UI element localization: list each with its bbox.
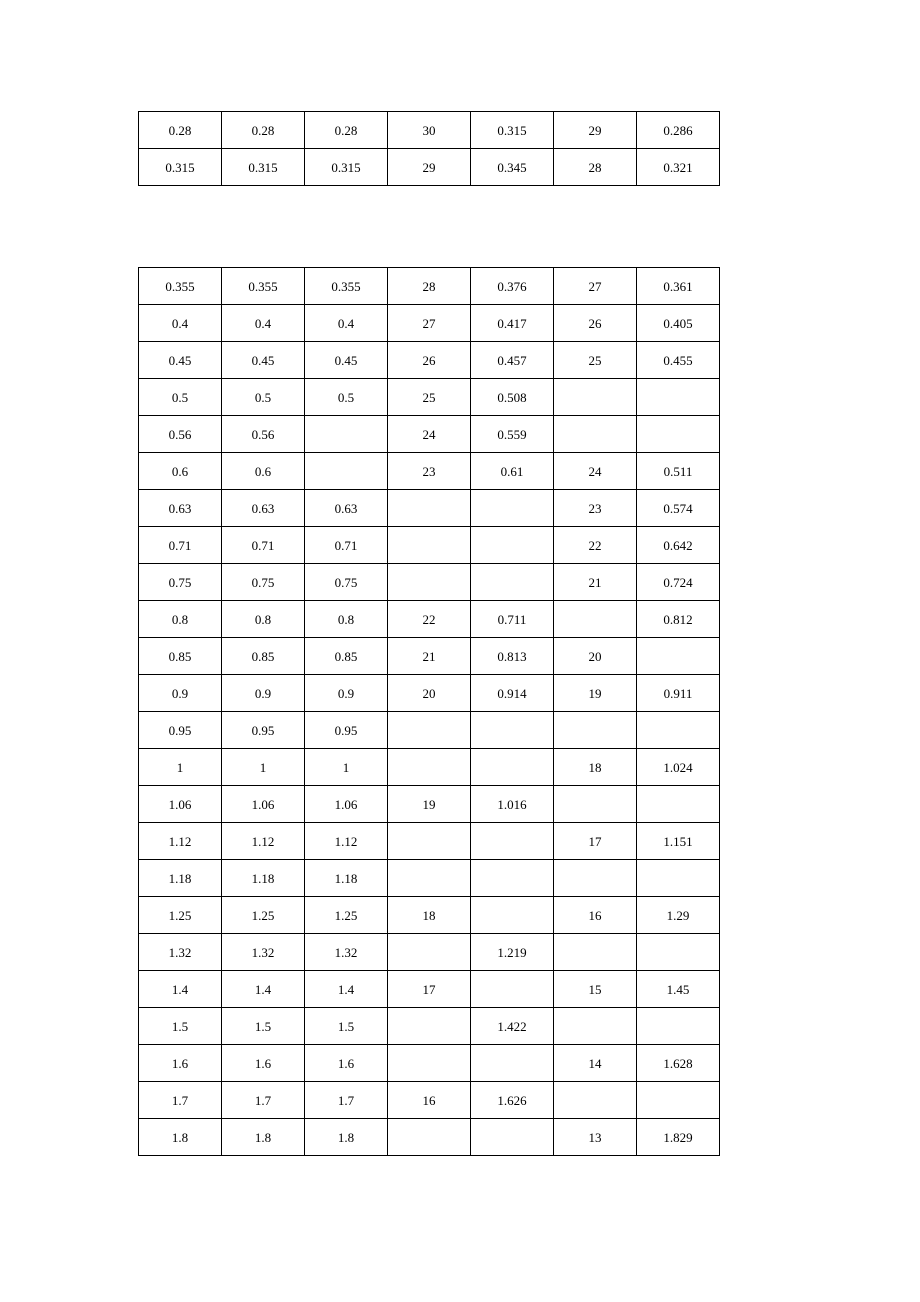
table-cell: 17 xyxy=(388,971,471,1008)
table-row xyxy=(139,268,720,305)
table-cell xyxy=(637,1008,720,1045)
table-cell: 0.6 xyxy=(139,453,222,490)
table-cell: 29 xyxy=(554,112,637,149)
table-cell xyxy=(471,749,554,786)
table-cell: 0.6 xyxy=(222,453,305,490)
table-cell: 0.812 xyxy=(637,601,720,638)
table-row xyxy=(139,971,720,1008)
table-cell: 1.25 xyxy=(222,897,305,934)
table-cell: 0.315 xyxy=(222,149,305,186)
table-cell xyxy=(388,934,471,971)
table-row xyxy=(139,749,720,786)
table-cell: 27 xyxy=(554,268,637,305)
table-cell xyxy=(388,564,471,601)
table-cell: 0.9 xyxy=(139,675,222,712)
table-cell: 0.85 xyxy=(139,638,222,675)
table-cell: 1.024 xyxy=(637,749,720,786)
table-cell: 0.508 xyxy=(471,379,554,416)
table-cell: 0.9 xyxy=(305,675,388,712)
table-cell: 0.911 xyxy=(637,675,720,712)
table-cell: 0.724 xyxy=(637,564,720,601)
table-row xyxy=(139,305,720,342)
table-cell xyxy=(471,823,554,860)
table-cell: 1 xyxy=(222,749,305,786)
table-cell xyxy=(305,416,388,453)
table-row xyxy=(139,675,720,712)
table-cell: 0.85 xyxy=(305,638,388,675)
table-cell: 1.7 xyxy=(305,1082,388,1119)
table-row xyxy=(139,1119,720,1156)
table-cell: 1.829 xyxy=(637,1119,720,1156)
table-row xyxy=(139,638,720,675)
table-cell: 0.4 xyxy=(305,305,388,342)
table-cell: 1.7 xyxy=(139,1082,222,1119)
table-cell: 20 xyxy=(388,675,471,712)
table-cell: 1.12 xyxy=(139,823,222,860)
table-cell xyxy=(388,712,471,749)
table-row xyxy=(139,490,720,527)
table-cell: 1 xyxy=(139,749,222,786)
table-cell: 1.8 xyxy=(305,1119,388,1156)
table-cell: 1.151 xyxy=(637,823,720,860)
table-cell: 1.4 xyxy=(305,971,388,1008)
table-cell: 0.56 xyxy=(222,416,305,453)
table-cell: 1.422 xyxy=(471,1008,554,1045)
table-row xyxy=(139,934,720,971)
table-cell: 0.321 xyxy=(637,149,720,186)
table-cell: 21 xyxy=(388,638,471,675)
table-cell xyxy=(388,1119,471,1156)
table-cell: 1.45 xyxy=(637,971,720,1008)
table-cell xyxy=(388,823,471,860)
wire-gauge-table-main xyxy=(138,267,720,1156)
table-cell xyxy=(388,1008,471,1045)
table-cell xyxy=(388,749,471,786)
table-cell: 0.457 xyxy=(471,342,554,379)
table-cell: 0.28 xyxy=(305,112,388,149)
table-cell: 0.85 xyxy=(222,638,305,675)
table-row xyxy=(139,860,720,897)
table-row xyxy=(139,416,720,453)
table-cell: 1.12 xyxy=(305,823,388,860)
table-row xyxy=(139,342,720,379)
table-row xyxy=(139,897,720,934)
table-cell xyxy=(471,527,554,564)
table-cell xyxy=(554,786,637,823)
table-cell: 1.8 xyxy=(139,1119,222,1156)
table-row xyxy=(139,379,720,416)
table-cell: 1.4 xyxy=(222,971,305,1008)
table-cell: 0.813 xyxy=(471,638,554,675)
table-cell: 14 xyxy=(554,1045,637,1082)
table-row xyxy=(139,1045,720,1082)
table-cell: 1.5 xyxy=(139,1008,222,1045)
table-cell: 23 xyxy=(388,453,471,490)
table-cell: 0.28 xyxy=(222,112,305,149)
table-cell: 0.5 xyxy=(139,379,222,416)
table-cell xyxy=(471,1045,554,1082)
table-cell xyxy=(637,416,720,453)
table-cell: 0.355 xyxy=(305,268,388,305)
table-cell xyxy=(554,712,637,749)
table-row xyxy=(139,1008,720,1045)
table-cell xyxy=(554,379,637,416)
table-cell xyxy=(637,934,720,971)
table-cell: 26 xyxy=(554,305,637,342)
table-cell: 1.32 xyxy=(139,934,222,971)
table-cell: 24 xyxy=(388,416,471,453)
wire-gauge-table-top xyxy=(138,111,720,186)
table-cell: 0.8 xyxy=(139,601,222,638)
table-cell: 0.63 xyxy=(222,490,305,527)
table-row xyxy=(139,453,720,490)
table-body xyxy=(139,268,720,1156)
table-cell xyxy=(305,453,388,490)
table-cell: 1.12 xyxy=(222,823,305,860)
table-cell: 24 xyxy=(554,453,637,490)
table-row xyxy=(139,786,720,823)
table-cell xyxy=(388,1045,471,1082)
table-cell: 0.71 xyxy=(222,527,305,564)
table-cell: 19 xyxy=(388,786,471,823)
table-body xyxy=(139,112,720,186)
table-cell: 0.5 xyxy=(222,379,305,416)
table-cell: 0.574 xyxy=(637,490,720,527)
table-cell: 28 xyxy=(388,268,471,305)
table-cell: 1.32 xyxy=(222,934,305,971)
table-cell: 0.355 xyxy=(139,268,222,305)
table-cell xyxy=(471,971,554,1008)
table-cell: 0.405 xyxy=(637,305,720,342)
table-cell xyxy=(637,379,720,416)
table-cell: 27 xyxy=(388,305,471,342)
table-cell: 0.376 xyxy=(471,268,554,305)
table-cell: 17 xyxy=(554,823,637,860)
table-cell: 18 xyxy=(554,749,637,786)
table-cell: 0.9 xyxy=(222,675,305,712)
table-cell: 0.71 xyxy=(139,527,222,564)
table-cell: 0.8 xyxy=(222,601,305,638)
table-cell: 13 xyxy=(554,1119,637,1156)
table-cell: 0.63 xyxy=(139,490,222,527)
table-cell: 1.18 xyxy=(305,860,388,897)
table-cell: 0.315 xyxy=(139,149,222,186)
table-cell: 1.18 xyxy=(222,860,305,897)
table-cell: 0.75 xyxy=(305,564,388,601)
table-cell: 0.642 xyxy=(637,527,720,564)
table-cell: 16 xyxy=(554,897,637,934)
table-cell: 1.06 xyxy=(305,786,388,823)
table-cell xyxy=(471,712,554,749)
table-cell: 0.45 xyxy=(222,342,305,379)
table-cell: 1.29 xyxy=(637,897,720,934)
table-cell xyxy=(554,601,637,638)
table-cell: 0.5 xyxy=(305,379,388,416)
table-cell: 1.6 xyxy=(139,1045,222,1082)
table-cell: 1.5 xyxy=(222,1008,305,1045)
table-cell: 28 xyxy=(554,149,637,186)
table-cell: 1.25 xyxy=(305,897,388,934)
table-row xyxy=(139,564,720,601)
table-cell: 25 xyxy=(554,342,637,379)
table-cell: 1.628 xyxy=(637,1045,720,1082)
table-cell xyxy=(554,1082,637,1119)
table-cell: 0.56 xyxy=(139,416,222,453)
table-cell: 22 xyxy=(388,601,471,638)
table-cell: 0.75 xyxy=(139,564,222,601)
table-cell: 0.361 xyxy=(637,268,720,305)
table-cell: 1.32 xyxy=(305,934,388,971)
table-cell: 0.71 xyxy=(305,527,388,564)
table-cell: 25 xyxy=(388,379,471,416)
table-cell: 1.6 xyxy=(222,1045,305,1082)
table-cell: 1.18 xyxy=(139,860,222,897)
table-cell: 0.95 xyxy=(139,712,222,749)
table-cell: 0.95 xyxy=(222,712,305,749)
table-cell: 0.286 xyxy=(637,112,720,149)
table-cell xyxy=(637,786,720,823)
table-cell: 1.219 xyxy=(471,934,554,971)
table-cell: 1.6 xyxy=(305,1045,388,1082)
table-cell: 19 xyxy=(554,675,637,712)
table-cell: 0.28 xyxy=(139,112,222,149)
table-cell xyxy=(554,416,637,453)
table-cell xyxy=(637,860,720,897)
table-cell: 0.61 xyxy=(471,453,554,490)
table-cell: 22 xyxy=(554,527,637,564)
table-cell: 0.345 xyxy=(471,149,554,186)
table-cell: 0.511 xyxy=(637,453,720,490)
table-cell xyxy=(471,897,554,934)
table-cell: 0.914 xyxy=(471,675,554,712)
table-cell: 30 xyxy=(388,112,471,149)
table-cell xyxy=(388,527,471,564)
table-cell: 0.63 xyxy=(305,490,388,527)
table-cell xyxy=(554,1008,637,1045)
table-cell: 1.25 xyxy=(139,897,222,934)
table-cell xyxy=(637,638,720,675)
table-cell: 1.06 xyxy=(222,786,305,823)
table-cell: 0.711 xyxy=(471,601,554,638)
table-cell: 26 xyxy=(388,342,471,379)
table-row xyxy=(139,823,720,860)
table-cell xyxy=(471,860,554,897)
table-cell: 0.4 xyxy=(222,305,305,342)
table-cell: 0.315 xyxy=(471,112,554,149)
table-row xyxy=(139,149,720,186)
table-row xyxy=(139,527,720,564)
table-cell xyxy=(637,712,720,749)
table-cell: 1.06 xyxy=(139,786,222,823)
table-cell xyxy=(388,860,471,897)
table-cell: 1.016 xyxy=(471,786,554,823)
table-cell: 0.75 xyxy=(222,564,305,601)
table-cell: 16 xyxy=(388,1082,471,1119)
table-cell: 0.95 xyxy=(305,712,388,749)
table-cell: 0.8 xyxy=(305,601,388,638)
table-cell: 0.455 xyxy=(637,342,720,379)
table-cell: 1 xyxy=(305,749,388,786)
table-cell: 0.315 xyxy=(305,149,388,186)
table-cell: 0.559 xyxy=(471,416,554,453)
table-cell xyxy=(554,860,637,897)
table-cell: 1.4 xyxy=(139,971,222,1008)
table-cell: 1.626 xyxy=(471,1082,554,1119)
table-cell: 1.8 xyxy=(222,1119,305,1156)
table-cell: 0.417 xyxy=(471,305,554,342)
table-row xyxy=(139,1082,720,1119)
table-cell: 1.7 xyxy=(222,1082,305,1119)
table-cell: 29 xyxy=(388,149,471,186)
table-cell: 18 xyxy=(388,897,471,934)
table-row xyxy=(139,601,720,638)
table-cell xyxy=(388,490,471,527)
table-cell: 0.45 xyxy=(305,342,388,379)
table-cell xyxy=(554,934,637,971)
table-cell: 21 xyxy=(554,564,637,601)
table-cell xyxy=(471,564,554,601)
table-cell xyxy=(637,1082,720,1119)
table-cell xyxy=(471,1119,554,1156)
table-cell: 15 xyxy=(554,971,637,1008)
table-cell: 0.355 xyxy=(222,268,305,305)
table-cell: 1.5 xyxy=(305,1008,388,1045)
table-cell: 23 xyxy=(554,490,637,527)
table-cell: 0.4 xyxy=(139,305,222,342)
table-cell: 0.45 xyxy=(139,342,222,379)
table-cell: 20 xyxy=(554,638,637,675)
table-cell xyxy=(471,490,554,527)
table-row xyxy=(139,112,720,149)
table-row xyxy=(139,712,720,749)
